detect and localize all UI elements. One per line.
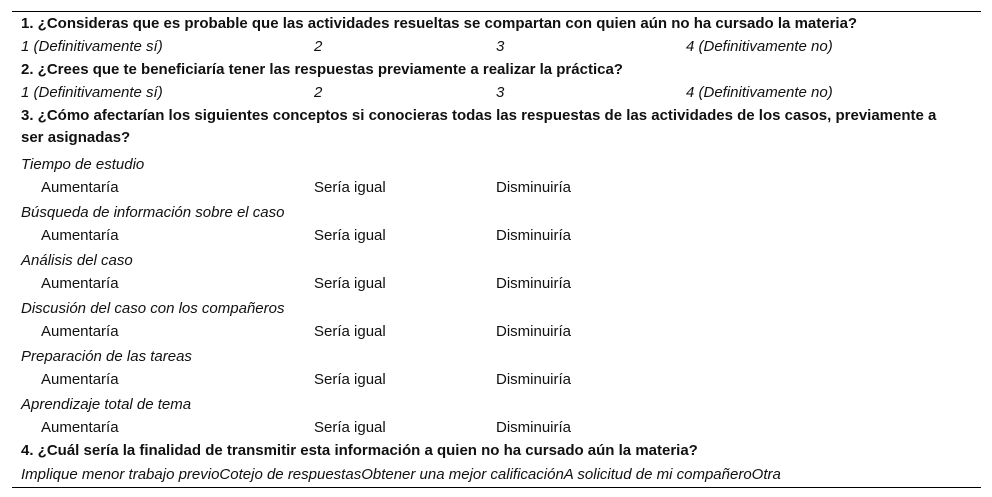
q3-option-decrease: Disminuiría [496,323,572,340]
q3-item-options [12,416,981,439]
question-3-title: 3. ¿Cómo afectarían los siguientes conceptos si conocieras todas las respuestas de las actividades de los casos, previamente a ser asignadas? [21,107,937,146]
q3-item-options [12,224,981,247]
q1-option-1: 1 (Definitivamente sí) [21,38,163,55]
q3-item-options [12,320,981,343]
q3-item-label: Análisis del caso [21,252,133,269]
question-2-title: 2. ¿Crees que te beneficiaría tener las respuestas previamente a realizar la práctica? [21,61,623,78]
survey-table [12,11,981,488]
q2-option-3: 3 [496,84,505,101]
q2-option-1: 1 (Definitivamente sí) [21,84,163,101]
q2-option-4: 4 (Definitivamente no) [686,84,833,101]
q1-option-2: 2 [314,38,323,55]
q2-option-2: 2 [314,84,323,101]
q3-item-options [12,272,981,295]
q3-option-increase: Aumentaría [41,179,119,196]
q3-item-label: Aprendizaje total de tema [21,396,192,413]
q3-item-options [12,176,981,199]
q3-item-label: Preparación de las tareas [21,348,192,365]
q1-option-4: 4 (Definitivamente no) [686,38,833,55]
question-4-title: 4. ¿Cuál sería la finalidad de transmitir esta información a quien no ha cursado aún la materia? [21,442,698,459]
q3-option-same: Sería igual [314,371,386,388]
q3-item-label: Búsqueda de información sobre el caso [21,204,285,221]
q3-option-same: Sería igual [314,179,386,196]
q3-option-increase: Aumentaría [41,323,119,340]
q3-option-increase: Aumentaría [41,419,119,436]
q3-option-increase: Aumentaría [41,275,119,292]
q3-option-same: Sería igual [314,323,386,340]
q3-option-decrease: Disminuiría [496,419,572,436]
q3-item-label: Discusión del caso con los compañeros [21,300,285,317]
q3-item-options [12,368,981,391]
q3-option-same: Sería igual [314,227,386,244]
q3-option-decrease: Disminuiría [496,275,572,292]
q1-option-3: 3 [496,38,505,55]
question-4-options: Implique menor trabajo previoCotejo de respuestasObtener una mejor calificaciónA solicitud de mi compañeroOtra [21,466,781,483]
question-1-options [12,35,981,58]
question-2-options [12,81,981,104]
q3-option-increase: Aumentaría [41,227,119,244]
q3-item-label: Tiempo de estudio [21,156,145,173]
q3-option-decrease: Disminuiría [496,371,572,388]
question-1-title: 1. ¿Consideras que es probable que las actividades resueltas se compartan con quien aún no ha cursado la materia? [21,15,858,32]
q3-option-decrease: Disminuiría [496,179,572,196]
q3-option-same: Sería igual [314,275,386,292]
q3-option-increase: Aumentaría [41,371,119,388]
q3-option-decrease: Disminuiría [496,227,572,244]
q3-option-same: Sería igual [314,419,386,436]
